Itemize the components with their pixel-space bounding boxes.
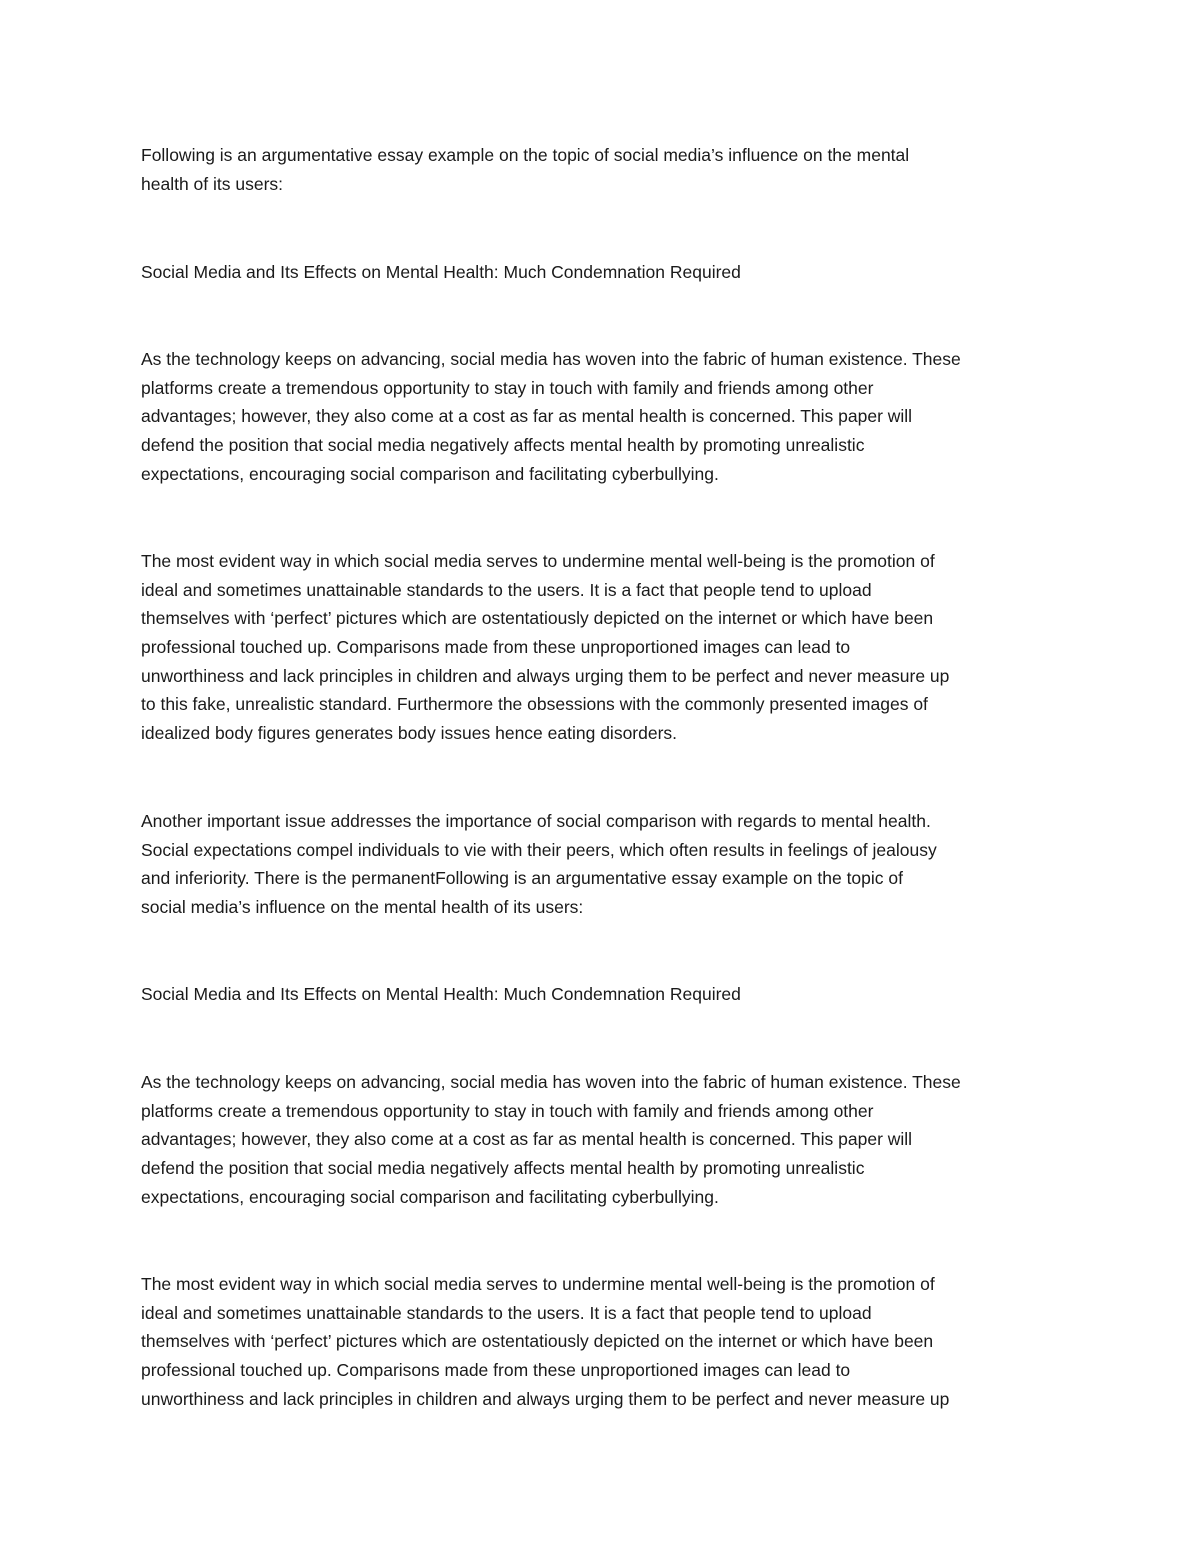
text-line: Social Media and Its Effects on Mental Health: Much Condemnation Required [141,262,741,282]
text-line: idealized body figures generates body issues hence eating disorders. [141,723,678,744]
text-line: unworthiness and lack principles in children and always urging them to be perfect and never measure up [141,665,950,686]
text-line: expectations, encouraging social comparison and facilitating cyberbullying. [141,463,719,484]
text-line: Following is an argumentative essay example on the topic of social media’s influence on the mental [141,145,910,165]
text-line: expectations, encouraging social comparison and facilitating cyberbullying. [141,1186,719,1207]
text-line: themselves with ‘perfect’ pictures which are ostentatiously depicted on the internet or which have been [141,608,934,629]
text-line: health of its users: [141,173,284,194]
text-line: platforms create a tremendous opportunity to stay in touch with family and friends among other [141,1100,874,1121]
text-line: As the technology keeps on advancing, social media has woven into the fabric of human existence. These [141,1072,961,1092]
paragraph-thesis [141,345,1061,488]
text-line: Another important issue addresses the importance of social comparison with regards to mental health. [141,811,931,831]
intro-paragraph [141,141,1061,198]
text-line: defend the position that social media negatively affects mental health by promoting unrealistic [141,435,865,456]
text-line: advantages; however, they also come at a cost as far as mental health is concerned. This paper will [141,1129,913,1150]
text-line: The most evident way in which social media serves to undermine mental well-being is the promotion of [141,1274,935,1294]
text-line: The most evident way in which social media serves to undermine mental well-being is the promotion of [141,551,935,571]
text-line: professional touched up. Comparisons made from these unproportioned images can lead to [141,637,851,658]
text-line: and inferiority. There is the permanentFollowing is an argumentative essay example on the topic of [141,868,903,889]
text-line: ideal and sometimes unattainable standards to the users. It is a fact that people tend to upload [141,579,872,600]
text-line: Social expectations compel individuals to vie with their peers, which often results in feelings of jealousy [141,839,937,860]
text-line: As the technology keeps on advancing, social media has woven into the fabric of human existence. These [141,349,961,369]
paragraph-comparison [141,807,1061,922]
essay-title [141,258,1061,287]
text-line: social media’s influence on the mental health of its users: [141,897,584,918]
paragraph-standards [141,547,1061,748]
essay-title-repeat [141,980,1061,1009]
text-line: unworthiness and lack principles in children and always urging them to be perfect and never measure up [141,1388,950,1409]
text-line: platforms create a tremendous opportunity to stay in touch with family and friends among other [141,377,874,398]
text-line: Social Media and Its Effects on Mental Health: Much Condemnation Required [141,984,741,1004]
text-line: professional touched up. Comparisons made from these unproportioned images can lead to [141,1360,851,1381]
text-line: defend the position that social media negatively affects mental health by promoting unrealistic [141,1158,865,1179]
paragraph-thesis-repeat [141,1068,1061,1211]
text-line: ideal and sometimes unattainable standards to the users. It is a fact that people tend to upload [141,1302,872,1323]
paragraph-standards-repeat [141,1270,1061,1413]
text-line: advantages; however, they also come at a cost as far as mental health is concerned. This paper will [141,406,913,427]
text-line: themselves with ‘perfect’ pictures which are ostentatiously depicted on the internet or which have been [141,1331,934,1352]
text-line: to this fake, unrealistic standard. Furthermore the obsessions with the commonly presented images of [141,694,928,715]
